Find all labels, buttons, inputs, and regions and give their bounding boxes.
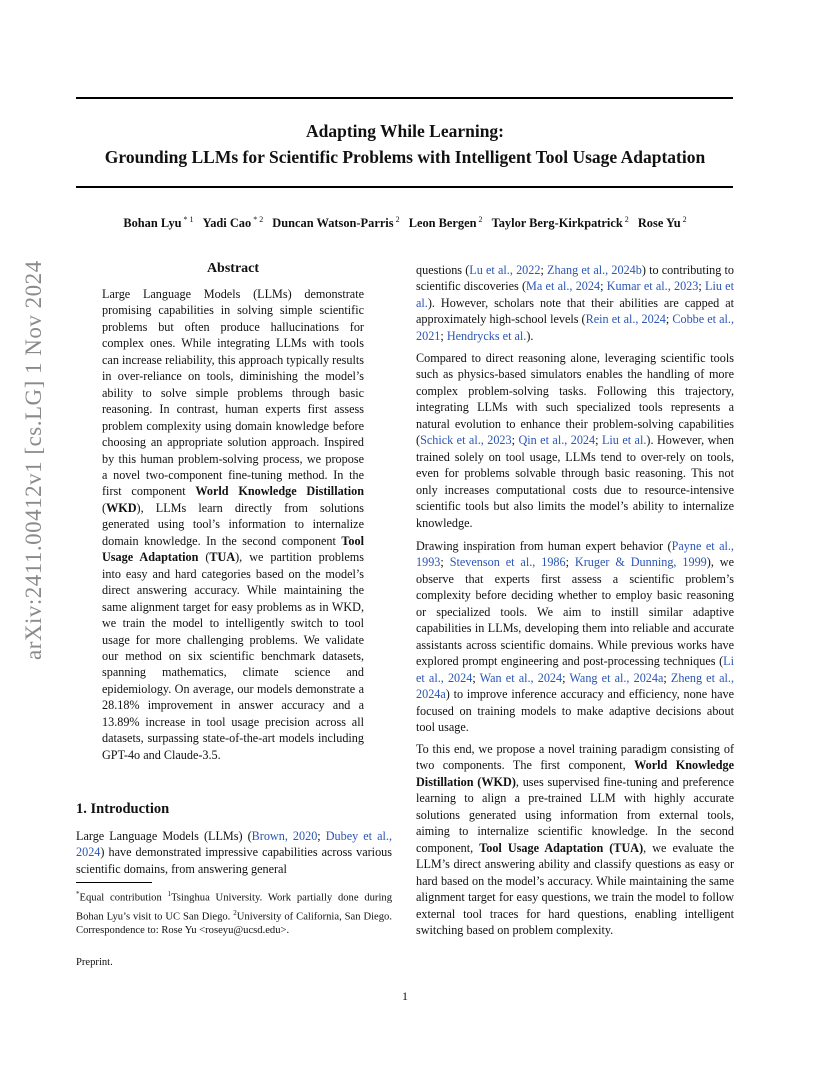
author: Taylor Berg-Kirkpatrick $^2$ [491,215,629,231]
citation-link[interactable]: Wan et al., 2024 [479,670,563,685]
citation-link[interactable]: Liu et al. [416,279,734,310]
citation-link[interactable]: Qin et al., 2024 [518,433,596,448]
author: Yadi Cao $^{* 2}$ [202,215,264,231]
author-list [40,215,770,231]
citation-link[interactable]: Kumar et al., 2023 [606,279,699,294]
preprint-label: Preprint. [76,957,113,968]
paper-title-line-1: Adapting While Learning: [305,121,505,141]
citation-link[interactable]: Li et al., 2024 [416,654,734,685]
abstract-heading: Abstract [206,261,260,276]
citation-link[interactable]: Payne et al., 1993 [416,539,734,570]
author: Rose Yu $^2$ [637,215,687,231]
citation-link[interactable]: Rein et al., 2024 [585,312,666,327]
title-bottom-rule [76,186,733,188]
paragraph-human-expert-inspiration: Drawing inspiration from human expert behavior (Payne et al., 1993; Stevenson et al., 1986; Kruger & Dunning, 1999), we observe that experts first assess a scientific problem’s complexity before deciding whether to employ basic reasoning or specialized tools. We aim to instill similar adaptive capabilities in LLMs, developing them into reliable and accurate assistants across scientific domains. While previous works have explored prompt engineering and post-processing techniques (Li et al., 2024; Wan et al., 2024; Wang et al., 2024a; Zheng et al., 2024a) to improve inference accuracy and efficiency, none have focused on training models to make adaptive decisions about tool usage. [416,539,735,734]
citation-link[interactable]: Liu et al. [601,433,647,448]
footnote-rule [76,882,152,883]
paragraph-training-paradigm: To this end, we propose a novel training paradigm consisting of two components. The first component, World Knowledge Distillation (WKD), uses supervised fine-tuning and preference learning to align a pre-trained LLM with highly accurate solutions generated using information from external tools, aiming to internalize scientific knowledge. In the second component, Tool Usage Adaptation (TUA), we evaluate the LLM’s direct answering ability and classify questions as easy or hard based on the model’s accuracy. While maintaining the same alignment target for easy questions, we train the model to follow external tool traces for hard questions, enabling intelligent switching based on problem complexity. [416,742,734,937]
page-number: 1 [402,989,408,1003]
citation-link[interactable]: Cobbe et al., 2021 [416,312,734,343]
citation-link[interactable]: Zheng et al., 2024a [416,670,735,702]
paragraph-related-capabilities: questions (Lu et al., 2022; Zhang et al., 2024b) to contributing to scientific discoveries (Ma et al., 2024; Kumar et al., 2023; Liu et al.). However, scholars note that their abilities are capped at approximately high-school levels (Rein et al., 2024; Cobbe et al., 2021; Hendrycks et al.). [416,263,735,343]
author: Duncan Watson-Parris $^2$ [272,215,400,231]
title-top-rule [76,97,733,99]
introduction-paragraph: Large Language Models (LLMs) (Brown, 2020; Dubey et al., 2024) have demonstrated impressive capabilities across various scientific domains, from answering general [76,829,393,876]
citation-link[interactable]: Schick et al., 2023 [420,433,512,448]
citation-link[interactable]: Ma et al., 2024 [526,279,601,294]
paragraph-tool-integration: Compared to direct reasoning alone, leveraging scientific tools such as physics-based simulators enables the handling of more complex problem-solving tasks. Following this trajectory, integrating LLMs with such specialized tools represents a natural evolution to enhance their problem-solving capabilities (Schick et al., 2023; Qin et al., 2024; Liu et al.). However, when trained solely on tool usage, LLMs tend to over-rely on tools, even for problems solvable through basic reasoning. This not only increases computational costs due to resource-intensive scientific tools but also limits the model’s ability to internalize knowledge. [416,351,735,530]
author: Leon Bergen $^2$ [408,215,483,231]
citation-link[interactable]: Kruger & Dunning, 1999 [574,555,707,570]
citation-link[interactable]: Zhang et al., 2024b [547,263,642,277]
author: Bohan Lyu $^{* 1}$ [123,215,194,231]
citation-link[interactable]: Stevenson et al., 1986 [449,555,566,570]
citation-link[interactable]: Wang et al., 2024a [569,670,664,685]
affiliation-footnote: *Equal contribution $^1$Tsinghua University. Work partially done during Bohan Lyu’s visit to UC San Diego. $^2$University of California, San Diego. Correspondence to: Rose Yu <roseyu@ucsd.edu>. [76,890,393,937]
abstract-text: Large Language Models (LLMs) demonstrate promising capabilities in solving simple scientific problems but often produce hallucinations for complex ones. While integrating LLMs with tools can increase reliability, this approach typically results in over-reliance on tools, diminishing the model’s ability to solve simple problems through basic reasoning. In contrast, human experts first assess problem complexity using domain knowledge before choosing an appropriate solution approach. Inspired by this human problem-solving process, we propose a novel two-component fine-tuning method. In the first component World Knowledge Distillation (WKD), LLMs learn directly from solutions generated using tool’s information to internalize domain knowledge. In the second component Tool Usage Adaptation (TUA), we partition problems into easy and hard categories based on the model’s direct answering accuracy. While maintaining the same alignment target for easy problems as in WKD, we train the model to intelligently switch to tool usage for more challenging problems. We validate our method on six scientific benchmark datasets, spanning mathematics, climate science and epidemiology. On average, our models demonstrate a 28.18% improvement in answer accuracy and a 13.89% increase in tool usage precision across all datasets, surpassing state-of-the-art models including GPT-4o and Claude-3.5. [102,287,364,762]
arxiv-identifier: arXiv:2411.00412v1 [cs.LG] 1 Nov 2024 [21,260,46,661]
paper-title-line-2: Grounding LLMs for Scientific Problems with Intelligent Tool Usage Adaptation [104,147,706,167]
citation-link[interactable]: Dubey et al., 2024 [76,829,393,860]
section-heading-introduction: 1. Introduction [76,801,170,817]
citation-link[interactable]: Hendrycks et al. [446,328,527,343]
citation-link[interactable]: Brown, 2020 [251,829,318,843]
citation-link[interactable]: Lu et al., 2022 [469,263,541,277]
